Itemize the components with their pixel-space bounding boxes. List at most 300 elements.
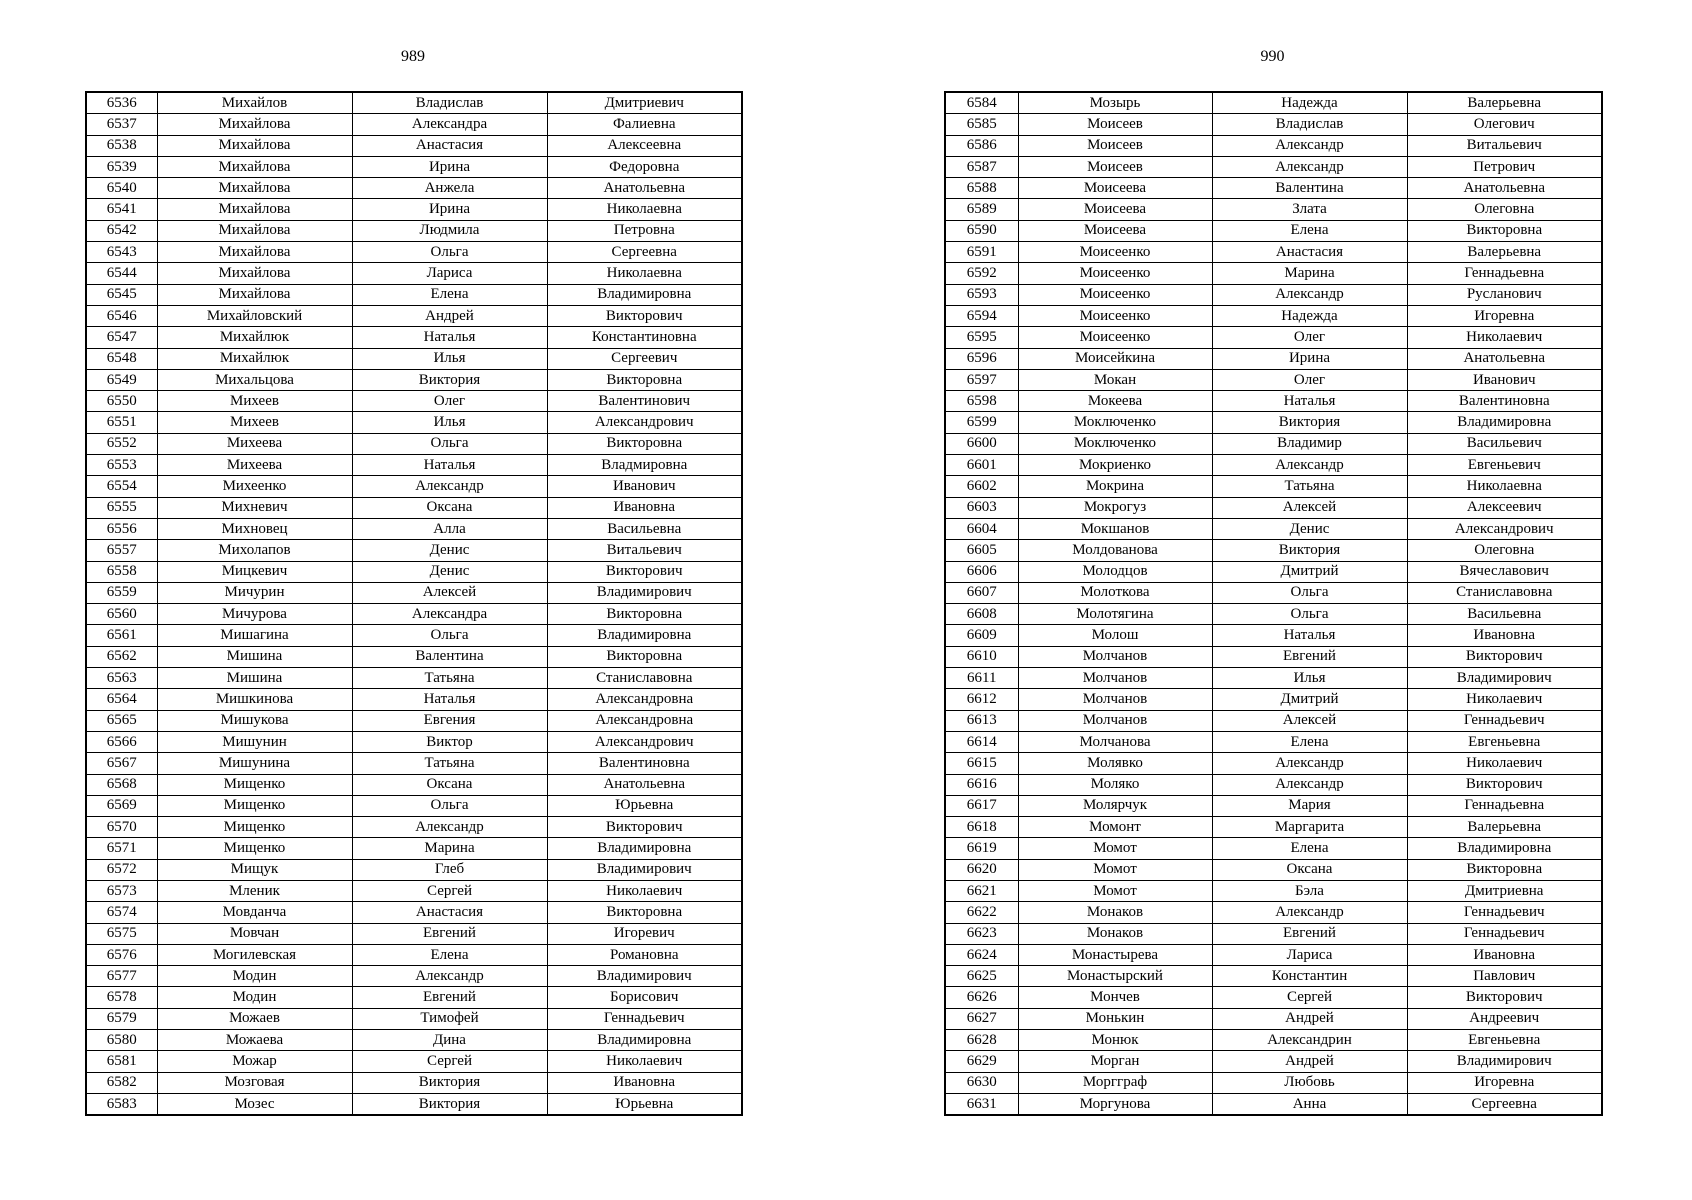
last-name-cell: Михеева <box>157 455 352 476</box>
table-row <box>86 646 742 667</box>
table-row <box>86 625 742 646</box>
row-number-cell: 6581 <box>86 1051 157 1072</box>
first-name-cell: Дмитрий <box>1212 561 1407 582</box>
first-name-cell: Алексей <box>352 582 547 603</box>
patronymic-cell: Николаевич <box>1407 753 1602 774</box>
row-number-cell: 6555 <box>86 497 157 518</box>
last-name-cell: Молодцов <box>1018 561 1212 582</box>
table-row <box>945 327 1602 348</box>
table-row <box>945 625 1602 646</box>
patronymic-cell: Викторовна <box>547 369 742 390</box>
last-name-cell: Михайлова <box>157 242 352 263</box>
table-row <box>86 774 742 795</box>
last-name-cell: Михайлова <box>157 156 352 177</box>
table-row <box>945 497 1602 518</box>
row-number-cell: 6595 <box>945 327 1018 348</box>
first-name-cell: Александр <box>1212 774 1407 795</box>
patronymic-cell: Александрович <box>547 731 742 752</box>
first-name-cell: Александр <box>352 476 547 497</box>
patronymic-cell: Евгеньевна <box>1407 731 1602 752</box>
table-row <box>86 92 742 114</box>
table-row <box>945 817 1602 838</box>
row-number-cell: 6588 <box>945 178 1018 199</box>
first-name-cell: Андрей <box>352 305 547 326</box>
patronymic-cell: Анатольевна <box>547 774 742 795</box>
table-row <box>86 476 742 497</box>
last-name-cell: Мишина <box>157 646 352 667</box>
last-name-cell: Моргграф <box>1018 1072 1212 1093</box>
last-name-cell: Молотягина <box>1018 604 1212 625</box>
table-row <box>945 305 1602 326</box>
row-number-cell: 6616 <box>945 774 1018 795</box>
last-name-cell: Монюк <box>1018 1030 1212 1051</box>
row-number-cell: 6540 <box>86 178 157 199</box>
first-name-cell: Тимофей <box>352 1008 547 1029</box>
last-name-cell: Моисеев <box>1018 114 1212 135</box>
table-row <box>945 178 1602 199</box>
table-row <box>86 710 742 731</box>
patronymic-cell: Романовна <box>547 944 742 965</box>
patronymic-cell: Николаевич <box>547 880 742 901</box>
patronymic-cell: Владимирович <box>1407 1051 1602 1072</box>
table-row <box>945 284 1602 305</box>
table-row <box>86 497 742 518</box>
row-number-cell: 6546 <box>86 305 157 326</box>
row-number-cell: 6568 <box>86 774 157 795</box>
first-name-cell: Олег <box>1212 327 1407 348</box>
last-name-cell: Мокеева <box>1018 391 1212 412</box>
patronymic-cell: Игоревич <box>547 923 742 944</box>
first-name-cell: Виктор <box>352 731 547 752</box>
last-name-cell: Мозговая <box>157 1072 352 1093</box>
patronymic-cell: Станиславовна <box>1407 582 1602 603</box>
table-row <box>945 944 1602 965</box>
first-name-cell: Марина <box>352 838 547 859</box>
first-name-cell: Евгений <box>1212 923 1407 944</box>
table-row <box>945 476 1602 497</box>
table-row <box>86 1093 742 1115</box>
last-name-cell: Можаев <box>157 1008 352 1029</box>
patronymic-cell: Сергеевна <box>1407 1093 1602 1115</box>
patronymic-cell: Викторовна <box>547 604 742 625</box>
table-row <box>86 199 742 220</box>
first-name-cell: Надежда <box>1212 92 1407 114</box>
first-name-cell: Илья <box>1212 668 1407 689</box>
first-name-cell: Наталья <box>352 455 547 476</box>
patronymic-cell: Алексеевич <box>1407 497 1602 518</box>
patronymic-cell: Юрьевна <box>547 1093 742 1115</box>
table-row <box>86 987 742 1008</box>
first-name-cell: Александр <box>1212 156 1407 177</box>
row-number-cell: 6582 <box>86 1072 157 1093</box>
first-name-cell: Мария <box>1212 795 1407 816</box>
last-name-cell: Молдованова <box>1018 540 1212 561</box>
table-row <box>86 284 742 305</box>
patronymic-cell: Петрович <box>1407 156 1602 177</box>
patronymic-cell: Владимировна <box>1407 412 1602 433</box>
table-row <box>86 391 742 412</box>
patronymic-cell: Васильевич <box>1407 433 1602 454</box>
first-name-cell: Ольга <box>352 433 547 454</box>
patronymic-cell: Викторович <box>1407 646 1602 667</box>
first-name-cell: Анна <box>1212 1093 1407 1115</box>
patronymic-cell: Витальевич <box>1407 135 1602 156</box>
first-name-cell: Денис <box>352 561 547 582</box>
row-number-cell: 6597 <box>945 369 1018 390</box>
patronymic-cell: Дмитриевич <box>547 92 742 114</box>
table-row <box>945 753 1602 774</box>
last-name-cell: Михайлова <box>157 114 352 135</box>
first-name-cell: Елена <box>352 944 547 965</box>
first-name-cell: Александр <box>1212 135 1407 156</box>
table-row <box>86 753 742 774</box>
last-name-cell: Можаева <box>157 1030 352 1051</box>
patronymic-cell: Витальевич <box>547 540 742 561</box>
patronymic-cell: Викторовна <box>1407 220 1602 241</box>
table-row <box>945 92 1602 114</box>
first-name-cell: Наталья <box>1212 391 1407 412</box>
row-number-cell: 6557 <box>86 540 157 561</box>
row-number-cell: 6560 <box>86 604 157 625</box>
last-name-cell: Мишунина <box>157 753 352 774</box>
patronymic-cell: Владимировна <box>547 625 742 646</box>
patronymic-cell: Викторович <box>547 561 742 582</box>
last-name-cell: Михневич <box>157 497 352 518</box>
row-number-cell: 6585 <box>945 114 1018 135</box>
first-name-cell: Виктория <box>352 1093 547 1115</box>
patronymic-cell: Васильевна <box>1407 604 1602 625</box>
first-name-cell: Олег <box>1212 369 1407 390</box>
patronymic-cell: Валентинович <box>547 391 742 412</box>
table-row <box>86 1030 742 1051</box>
last-name-cell: Михайлова <box>157 178 352 199</box>
table-row <box>86 263 742 284</box>
table-row <box>86 1008 742 1029</box>
table-row <box>945 433 1602 454</box>
name-table-body <box>86 92 742 1115</box>
row-number-cell: 6548 <box>86 348 157 369</box>
table-row <box>945 1051 1602 1072</box>
row-number-cell: 6558 <box>86 561 157 582</box>
first-name-cell: Алексей <box>1212 497 1407 518</box>
last-name-cell: Мищенко <box>157 795 352 816</box>
first-name-cell: Ольга <box>352 625 547 646</box>
table-row <box>945 348 1602 369</box>
last-name-cell: Мокшанов <box>1018 518 1212 539</box>
table-row <box>86 518 742 539</box>
last-name-cell: Мищенко <box>157 838 352 859</box>
row-number-cell: 6569 <box>86 795 157 816</box>
row-number-cell: 6584 <box>945 92 1018 114</box>
first-name-cell: Владислав <box>352 92 547 114</box>
row-number-cell: 6577 <box>86 966 157 987</box>
table-row <box>86 220 742 241</box>
last-name-cell: Михайлова <box>157 135 352 156</box>
patronymic-cell: Павлович <box>1407 966 1602 987</box>
first-name-cell: Андрей <box>1212 1051 1407 1072</box>
patronymic-cell: Евгеньевич <box>1407 455 1602 476</box>
table-row <box>86 668 742 689</box>
patronymic-cell: Станиславовна <box>547 668 742 689</box>
last-name-cell: Монькин <box>1018 1008 1212 1029</box>
first-name-cell: Сергей <box>352 880 547 901</box>
patronymic-cell: Иванович <box>547 476 742 497</box>
table-row <box>86 795 742 816</box>
last-name-cell: Мищук <box>157 859 352 880</box>
row-number-cell: 6550 <box>86 391 157 412</box>
row-number-cell: 6620 <box>945 859 1018 880</box>
table-row <box>945 518 1602 539</box>
table-row <box>86 880 742 901</box>
table-row <box>86 561 742 582</box>
patronymic-cell: Юрьевна <box>547 795 742 816</box>
first-name-cell: Сергей <box>1212 987 1407 1008</box>
row-number-cell: 6556 <box>86 518 157 539</box>
table-row <box>86 327 742 348</box>
row-number-cell: 6621 <box>945 880 1018 901</box>
table-row <box>945 880 1602 901</box>
first-name-cell: Анастасия <box>352 902 547 923</box>
patronymic-cell: Сергеевна <box>547 242 742 263</box>
patronymic-cell: Валерьевна <box>1407 92 1602 114</box>
last-name-cell: Михайлова <box>157 199 352 220</box>
row-number-cell: 6625 <box>945 966 1018 987</box>
first-name-cell: Надежда <box>1212 305 1407 326</box>
row-number-cell: 6592 <box>945 263 1018 284</box>
last-name-cell: Моисеев <box>1018 156 1212 177</box>
first-name-cell: Злата <box>1212 199 1407 220</box>
last-name-cell: Молчанов <box>1018 668 1212 689</box>
last-name-cell: Мишунин <box>157 731 352 752</box>
first-name-cell: Евгения <box>352 710 547 731</box>
first-name-cell: Наталья <box>1212 625 1407 646</box>
last-name-cell: Мовданча <box>157 902 352 923</box>
last-name-cell: Молчанов <box>1018 646 1212 667</box>
first-name-cell: Анжела <box>352 178 547 199</box>
patronymic-cell: Александровна <box>547 710 742 731</box>
last-name-cell: Мишукова <box>157 710 352 731</box>
patronymic-cell: Валентиновна <box>547 753 742 774</box>
first-name-cell: Оксана <box>352 497 547 518</box>
table-row <box>86 604 742 625</box>
table-row <box>945 242 1602 263</box>
patronymic-cell: Викторович <box>547 817 742 838</box>
row-number-cell: 6608 <box>945 604 1018 625</box>
last-name-cell: Моисеев <box>1018 135 1212 156</box>
row-number-cell: 6599 <box>945 412 1018 433</box>
patronymic-cell: Константиновна <box>547 327 742 348</box>
last-name-cell: Момот <box>1018 838 1212 859</box>
patronymic-cell: Ивановна <box>1407 944 1602 965</box>
last-name-cell: Михеев <box>157 391 352 412</box>
patronymic-cell: Владимировна <box>547 838 742 859</box>
last-name-cell: Мовчан <box>157 923 352 944</box>
table-row <box>86 135 742 156</box>
table-row <box>945 412 1602 433</box>
row-number-cell: 6541 <box>86 199 157 220</box>
first-name-cell: Александр <box>1212 284 1407 305</box>
row-number-cell: 6590 <box>945 220 1018 241</box>
last-name-cell: Моргунова <box>1018 1093 1212 1115</box>
row-number-cell: 6561 <box>86 625 157 646</box>
patronymic-cell: Ивановна <box>547 497 742 518</box>
row-number-cell: 6593 <box>945 284 1018 305</box>
last-name-cell: Моляко <box>1018 774 1212 795</box>
first-name-cell: Сергей <box>352 1051 547 1072</box>
name-table <box>944 91 1603 1116</box>
first-name-cell: Дмитрий <box>1212 689 1407 710</box>
table-row <box>945 838 1602 859</box>
row-number-cell: 6586 <box>945 135 1018 156</box>
table-row <box>86 412 742 433</box>
last-name-cell: Михайлова <box>157 263 352 284</box>
row-number-cell: 6542 <box>86 220 157 241</box>
table-row <box>945 859 1602 880</box>
last-name-cell: Моисеенко <box>1018 284 1212 305</box>
table-row <box>86 838 742 859</box>
patronymic-cell: Владимирович <box>547 859 742 880</box>
first-name-cell: Виктория <box>352 1072 547 1093</box>
first-name-cell: Александр <box>1212 753 1407 774</box>
table-row <box>945 220 1602 241</box>
table-row <box>945 966 1602 987</box>
table-row <box>945 135 1602 156</box>
last-name-cell: Морган <box>1018 1051 1212 1072</box>
first-name-cell: Глеб <box>352 859 547 880</box>
row-number-cell: 6601 <box>945 455 1018 476</box>
table-row <box>945 731 1602 752</box>
first-name-cell: Наталья <box>352 689 547 710</box>
patronymic-cell: Вячеславович <box>1407 561 1602 582</box>
first-name-cell: Виктория <box>1212 540 1407 561</box>
patronymic-cell: Алексеевна <box>547 135 742 156</box>
first-name-cell: Олег <box>352 391 547 412</box>
table-row <box>945 774 1602 795</box>
table-row <box>945 561 1602 582</box>
table-row <box>86 1051 742 1072</box>
first-name-cell: Андрей <box>1212 1008 1407 1029</box>
row-number-cell: 6564 <box>86 689 157 710</box>
row-number-cell: 6619 <box>945 838 1018 859</box>
row-number-cell: 6551 <box>86 412 157 433</box>
patronymic-cell: Геннадьевич <box>547 1008 742 1029</box>
last-name-cell: Момот <box>1018 880 1212 901</box>
last-name-cell: Моисеенко <box>1018 305 1212 326</box>
patronymic-cell: Владмировна <box>547 455 742 476</box>
first-name-cell: Ирина <box>352 199 547 220</box>
first-name-cell: Илья <box>352 348 547 369</box>
row-number-cell: 6539 <box>86 156 157 177</box>
row-number-cell: 6604 <box>945 518 1018 539</box>
table-row <box>945 923 1602 944</box>
first-name-cell: Елена <box>1212 731 1407 752</box>
patronymic-cell: Николаевна <box>547 199 742 220</box>
patronymic-cell: Борисович <box>547 987 742 1008</box>
last-name-cell: Михновец <box>157 518 352 539</box>
first-name-cell: Виктория <box>1212 412 1407 433</box>
table-row <box>86 433 742 454</box>
patronymic-cell: Викторовна <box>547 646 742 667</box>
patronymic-cell: Владимирович <box>1407 668 1602 689</box>
row-number-cell: 6553 <box>86 455 157 476</box>
patronymic-cell: Александровна <box>547 689 742 710</box>
first-name-cell: Татьяна <box>1212 476 1407 497</box>
table-row <box>86 817 742 838</box>
row-number-cell: 6603 <box>945 497 1018 518</box>
first-name-cell: Владимир <box>1212 433 1407 454</box>
last-name-cell: Мичурин <box>157 582 352 603</box>
first-name-cell: Виктория <box>352 369 547 390</box>
last-name-cell: Моисеева <box>1018 199 1212 220</box>
first-name-cell: Евгений <box>352 923 547 944</box>
row-number-cell: 6612 <box>945 689 1018 710</box>
last-name-cell: Моисейкина <box>1018 348 1212 369</box>
first-name-cell: Алексей <box>1212 710 1407 731</box>
table-row <box>945 795 1602 816</box>
patronymic-cell: Фалиевна <box>547 114 742 135</box>
last-name-cell: Михайлюк <box>157 348 352 369</box>
row-number-cell: 6543 <box>86 242 157 263</box>
last-name-cell: Модин <box>157 987 352 1008</box>
last-name-cell: Мокан <box>1018 369 1212 390</box>
table-row <box>86 923 742 944</box>
first-name-cell: Лариса <box>352 263 547 284</box>
table-row <box>945 582 1602 603</box>
last-name-cell: Мокрогуз <box>1018 497 1212 518</box>
last-name-cell: Монастырева <box>1018 944 1212 965</box>
row-number-cell: 6578 <box>86 987 157 1008</box>
last-name-cell: Мишкинова <box>157 689 352 710</box>
table-row <box>86 369 742 390</box>
last-name-cell: Модин <box>157 966 352 987</box>
row-number-cell: 6563 <box>86 668 157 689</box>
table-row <box>86 731 742 752</box>
table-row <box>945 668 1602 689</box>
table-row <box>945 1072 1602 1093</box>
row-number-cell: 6623 <box>945 923 1018 944</box>
row-number-cell: 6552 <box>86 433 157 454</box>
patronymic-cell: Владимировна <box>547 284 742 305</box>
first-name-cell: Оксана <box>1212 859 1407 880</box>
table-row <box>945 1030 1602 1051</box>
row-number-cell: 6629 <box>945 1051 1018 1072</box>
row-number-cell: 6627 <box>945 1008 1018 1029</box>
patronymic-cell: Игоревна <box>1407 1072 1602 1093</box>
row-number-cell: 6605 <box>945 540 1018 561</box>
row-number-cell: 6547 <box>86 327 157 348</box>
name-table <box>85 91 743 1116</box>
row-number-cell: 6566 <box>86 731 157 752</box>
last-name-cell: Моисеенко <box>1018 263 1212 284</box>
first-name-cell: Валентина <box>352 646 547 667</box>
row-number-cell: 6536 <box>86 92 157 114</box>
patronymic-cell: Валерьевна <box>1407 242 1602 263</box>
table-row <box>945 902 1602 923</box>
last-name-cell: Михеев <box>157 412 352 433</box>
row-number-cell: 6628 <box>945 1030 1018 1051</box>
table-row <box>86 540 742 561</box>
table-row <box>86 689 742 710</box>
first-name-cell: Александр <box>1212 902 1407 923</box>
row-number-cell: 6618 <box>945 817 1018 838</box>
row-number-cell: 6607 <box>945 582 1018 603</box>
last-name-cell: Михайлова <box>157 284 352 305</box>
table-row <box>86 582 742 603</box>
patronymic-cell: Васильевна <box>547 518 742 539</box>
last-name-cell: Молоткова <box>1018 582 1212 603</box>
last-name-cell: Мленик <box>157 880 352 901</box>
patronymic-cell: Геннадьевич <box>1407 923 1602 944</box>
